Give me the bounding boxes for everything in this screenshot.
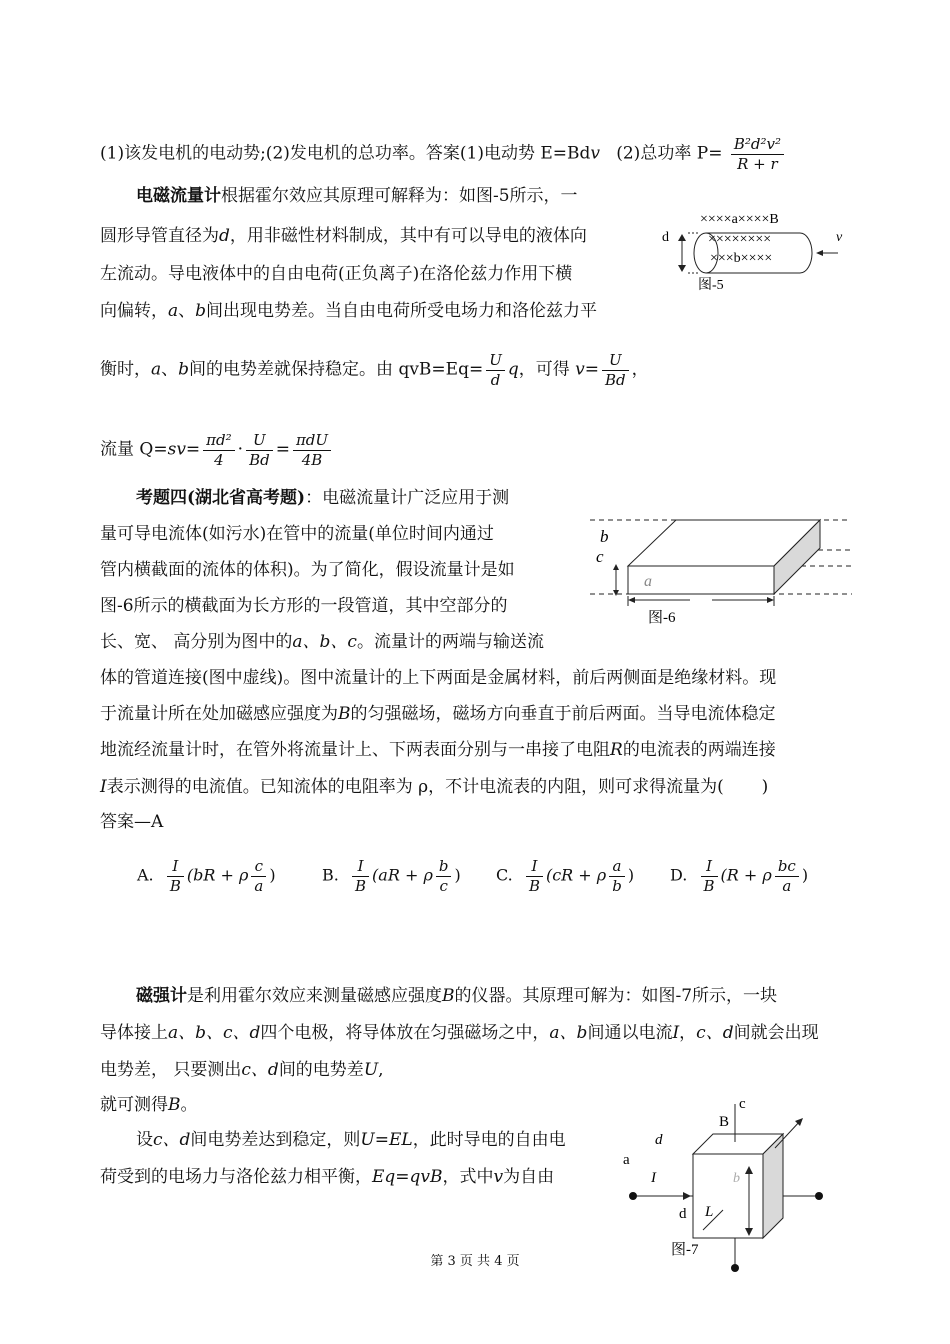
flowmeter-title: 电磁流量计 <box>136 186 221 206</box>
option-b: B. $\frac{I}{B}$ (aR + ρ $\frac{b}{c}$ ) <box>322 857 461 895</box>
answer-line: (1)该发电机的电动势;(2)发电机的总功率。答案(1)电动势 E=Bdv (2)总功率 P= $\frac{\text{B²d²v²}}{R + r}$ <box>100 136 787 172</box>
fig5-label-v: v <box>836 230 843 245</box>
problem4-line-1: 考题四(湖北省高考题)：电磁流量计广泛应用于测 <box>136 488 510 508</box>
figure-5 <box>660 205 860 295</box>
fig5-caption: 图-5 <box>698 278 724 293</box>
teslameter-line-1: 磁强计是利用霍尔效应来测量磁感应强度B的仪器。其原理可解为：如图-7所示，一块 <box>136 986 778 1006</box>
fig5-mid-row: ×××××××× <box>708 232 772 247</box>
page-number: 第 3 页 共 4 页 <box>430 1254 520 1269</box>
fig7-label-B: B <box>719 1114 730 1130</box>
flowmeter-line-3: 左流动。导电液体中的自由电荷(正负离子)在洛伦兹力作用下横 <box>100 264 573 284</box>
option-a: A. $\frac{I}{B}$ (bR + ρ $\frac{c}{a}$ ) <box>137 857 276 895</box>
problem4-line-9: I表示测得的电流值。已知流体的电阻率为 ρ，不计电流表的内阻，则可求得流量为( ) <box>100 777 769 797</box>
teslameter-title: 磁强计 <box>136 986 187 1006</box>
problem4-line-7: 于流量计所在处加磁感应强度为B的匀强磁场，磁场方向垂直于前后两面。当导电流体稳定 <box>100 704 776 724</box>
fig7-label-d-top: d <box>655 1132 663 1148</box>
teslameter-line-4: 就可测得B。 <box>100 1095 198 1115</box>
flowmeter-line-5: 衡时，a、b间的电势差就保持稳定。由 qvB=Eq= $\frac{U}{d}$ q，可得 v= $\frac{U}{Bd}$ ， <box>100 351 649 389</box>
teslameter-line-3: 电势差， 只要测出c、d间的电势差U, <box>100 1060 384 1080</box>
teslameter-line-6: 荷受到的电场力与洛伦兹力相平衡，Eq=qvB，式中v为自由 <box>100 1167 555 1187</box>
problem4-line-2: 量可导电流体(如污水)在管中的流量(单位时间内通过 <box>100 524 494 544</box>
problem4-line-3: 管内横截面的流体的体积)。为了简化，假设流量计是如 <box>100 560 515 580</box>
option-c: C. $\frac{I}{B}$ (cR + ρ $\frac{a}{b}$ ) <box>496 857 635 895</box>
power-fraction: $\frac{\text{B²d²v²}}{R + r}$ <box>731 136 784 172</box>
option-d: D. $\frac{I}{B}$ (R + ρ $\frac{bc}{a}$ ) <box>670 857 809 895</box>
problem4-title: 考题四(湖北省高考题) <box>136 488 306 508</box>
flowmeter-line-1: 电磁流量计根据霍尔效应其原理可解释为：如图-5所示，一 <box>136 186 578 206</box>
fig6-label-a: a <box>644 573 652 590</box>
fig6-label-c: c <box>596 547 604 566</box>
fig7-label-c: c <box>739 1096 746 1112</box>
flowmeter-line-6: 流量 Q=sv= $\frac{\text{πd²}}{4}$ · $\frac{U}{Bd}$ = $\frac{\text{πdU}}{4B}$ <box>100 432 334 468</box>
fig7-label-b: b <box>733 1171 740 1186</box>
fig5-top-row: ××××a××××B <box>700 212 779 227</box>
problem4-line-6: 体的管道连接(图中虚线)。图中流量计的上下两面是金属材料，前后两侧面是绝缘材料。现 <box>100 668 777 688</box>
fig6-label-b: b <box>600 527 609 546</box>
flowmeter-line-4: 向偏转，a、b间出现电势差。当自由电荷所受电场力和洛伦兹力平 <box>100 301 598 321</box>
problem4-line-4: 图-6所示的横截面为长方形的一段管道，其中空部分的 <box>100 596 508 616</box>
figure-6 <box>590 510 860 635</box>
page-footer <box>0 1250 950 1269</box>
fig5-bot-row: ×××b×××× <box>710 251 773 266</box>
problem4-line-8: 地流经流量计时，在管外将流量计上、下两表面分别与一串接了电阻R的电流表的两端连接 <box>100 740 776 760</box>
fig6-caption: 图-6 <box>648 610 676 626</box>
fig5-label-d: d <box>662 230 669 245</box>
fig7-label-L: L <box>705 1204 714 1220</box>
fig7-caption: 图-7 <box>671 1242 699 1258</box>
problem4-answer: 答案—A <box>100 812 164 832</box>
problem4-line-5: 长、宽、 高分别为图中的a、b、c。流量计的两端与输送流 <box>100 632 544 652</box>
fig7-label-a: a <box>623 1152 630 1168</box>
fig7-label-I: I <box>651 1170 656 1186</box>
flowmeter-line-2: 圆形导管直径为d，用非磁性材料制成，其中有可以导电的液体向 <box>100 226 587 246</box>
fig7-label-d: d <box>679 1206 687 1222</box>
teslameter-line-2: 导体接上a、b、c、d四个电极，将导体放在匀强磁场之中，a、b间通以电流I，c、d间就会出现 <box>100 1023 819 1043</box>
teslameter-line-5: 设c、d间电势差达到稳定，则U=EL，此时导电的自由电 <box>136 1130 566 1150</box>
